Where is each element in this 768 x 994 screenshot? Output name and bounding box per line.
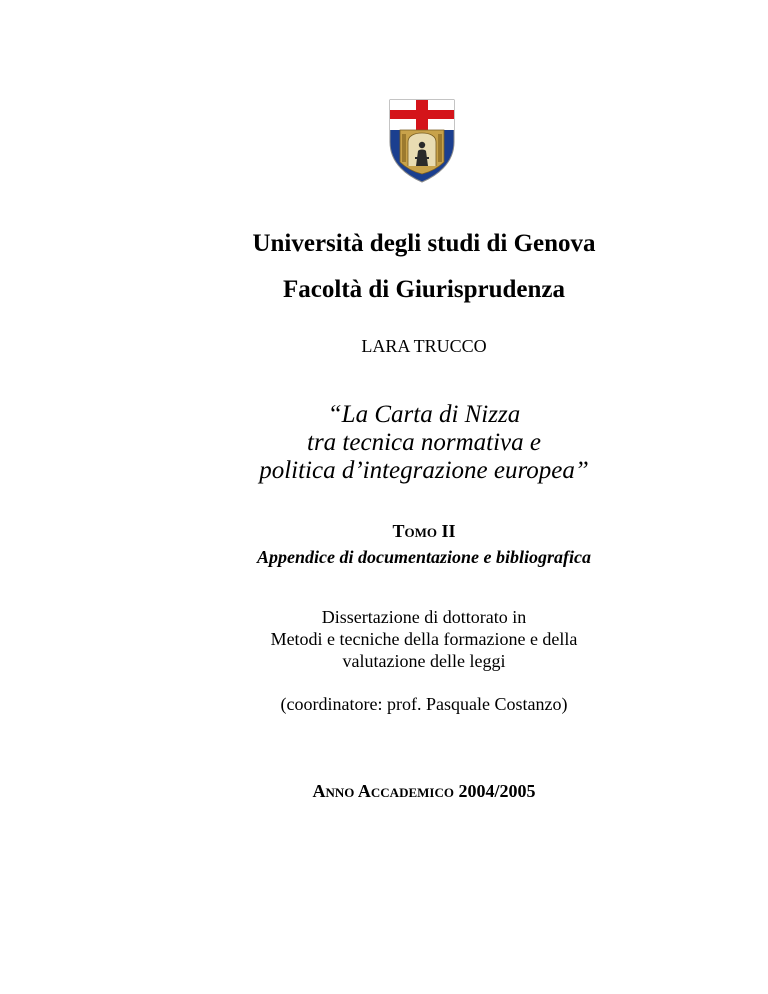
academic-year [0,781,768,802]
academic-year-word2-initial: A [357,781,371,801]
volume-subtitle: Appendice di documentazione e bibliografica [257,547,591,567]
dissertation-line: Metodi e tecniche della formazione e della [270,629,578,649]
academic-year-word1-rest: NNO [325,785,355,800]
thesis-title [0,401,768,485]
thesis-title-line: politica d’integrazione europea” [259,457,589,484]
academic-year-word1-initial: A [312,781,326,801]
dissertation-line: Dissertazione di dottorato in [321,607,527,627]
thesis-title-line: “La Carta di Nizza [327,401,521,428]
coordinator: (coordinatore: prof. Pasquale Costanzo) [280,694,568,714]
dissertation-line: valutazione delle leggi [342,651,506,671]
dissertation-description [0,606,768,672]
academic-year-word2-rest: CCADEMICO [370,785,454,800]
academic-year-value: 2004/2005 [458,781,536,801]
volume-label-rest: OMO [404,525,437,540]
volume-label-initial: T [392,521,405,541]
faculty-name: Facoltà di Giurisprudenza [283,276,565,303]
university-name: Università degli studi di Genova [252,230,596,257]
university-crest-icon [386,96,458,184]
author-name: LARA TRUCCO [361,336,487,356]
volume-number: II [441,521,456,541]
thesis-title-line: tra tecnica normativa e [307,429,541,456]
volume-label [0,521,768,542]
